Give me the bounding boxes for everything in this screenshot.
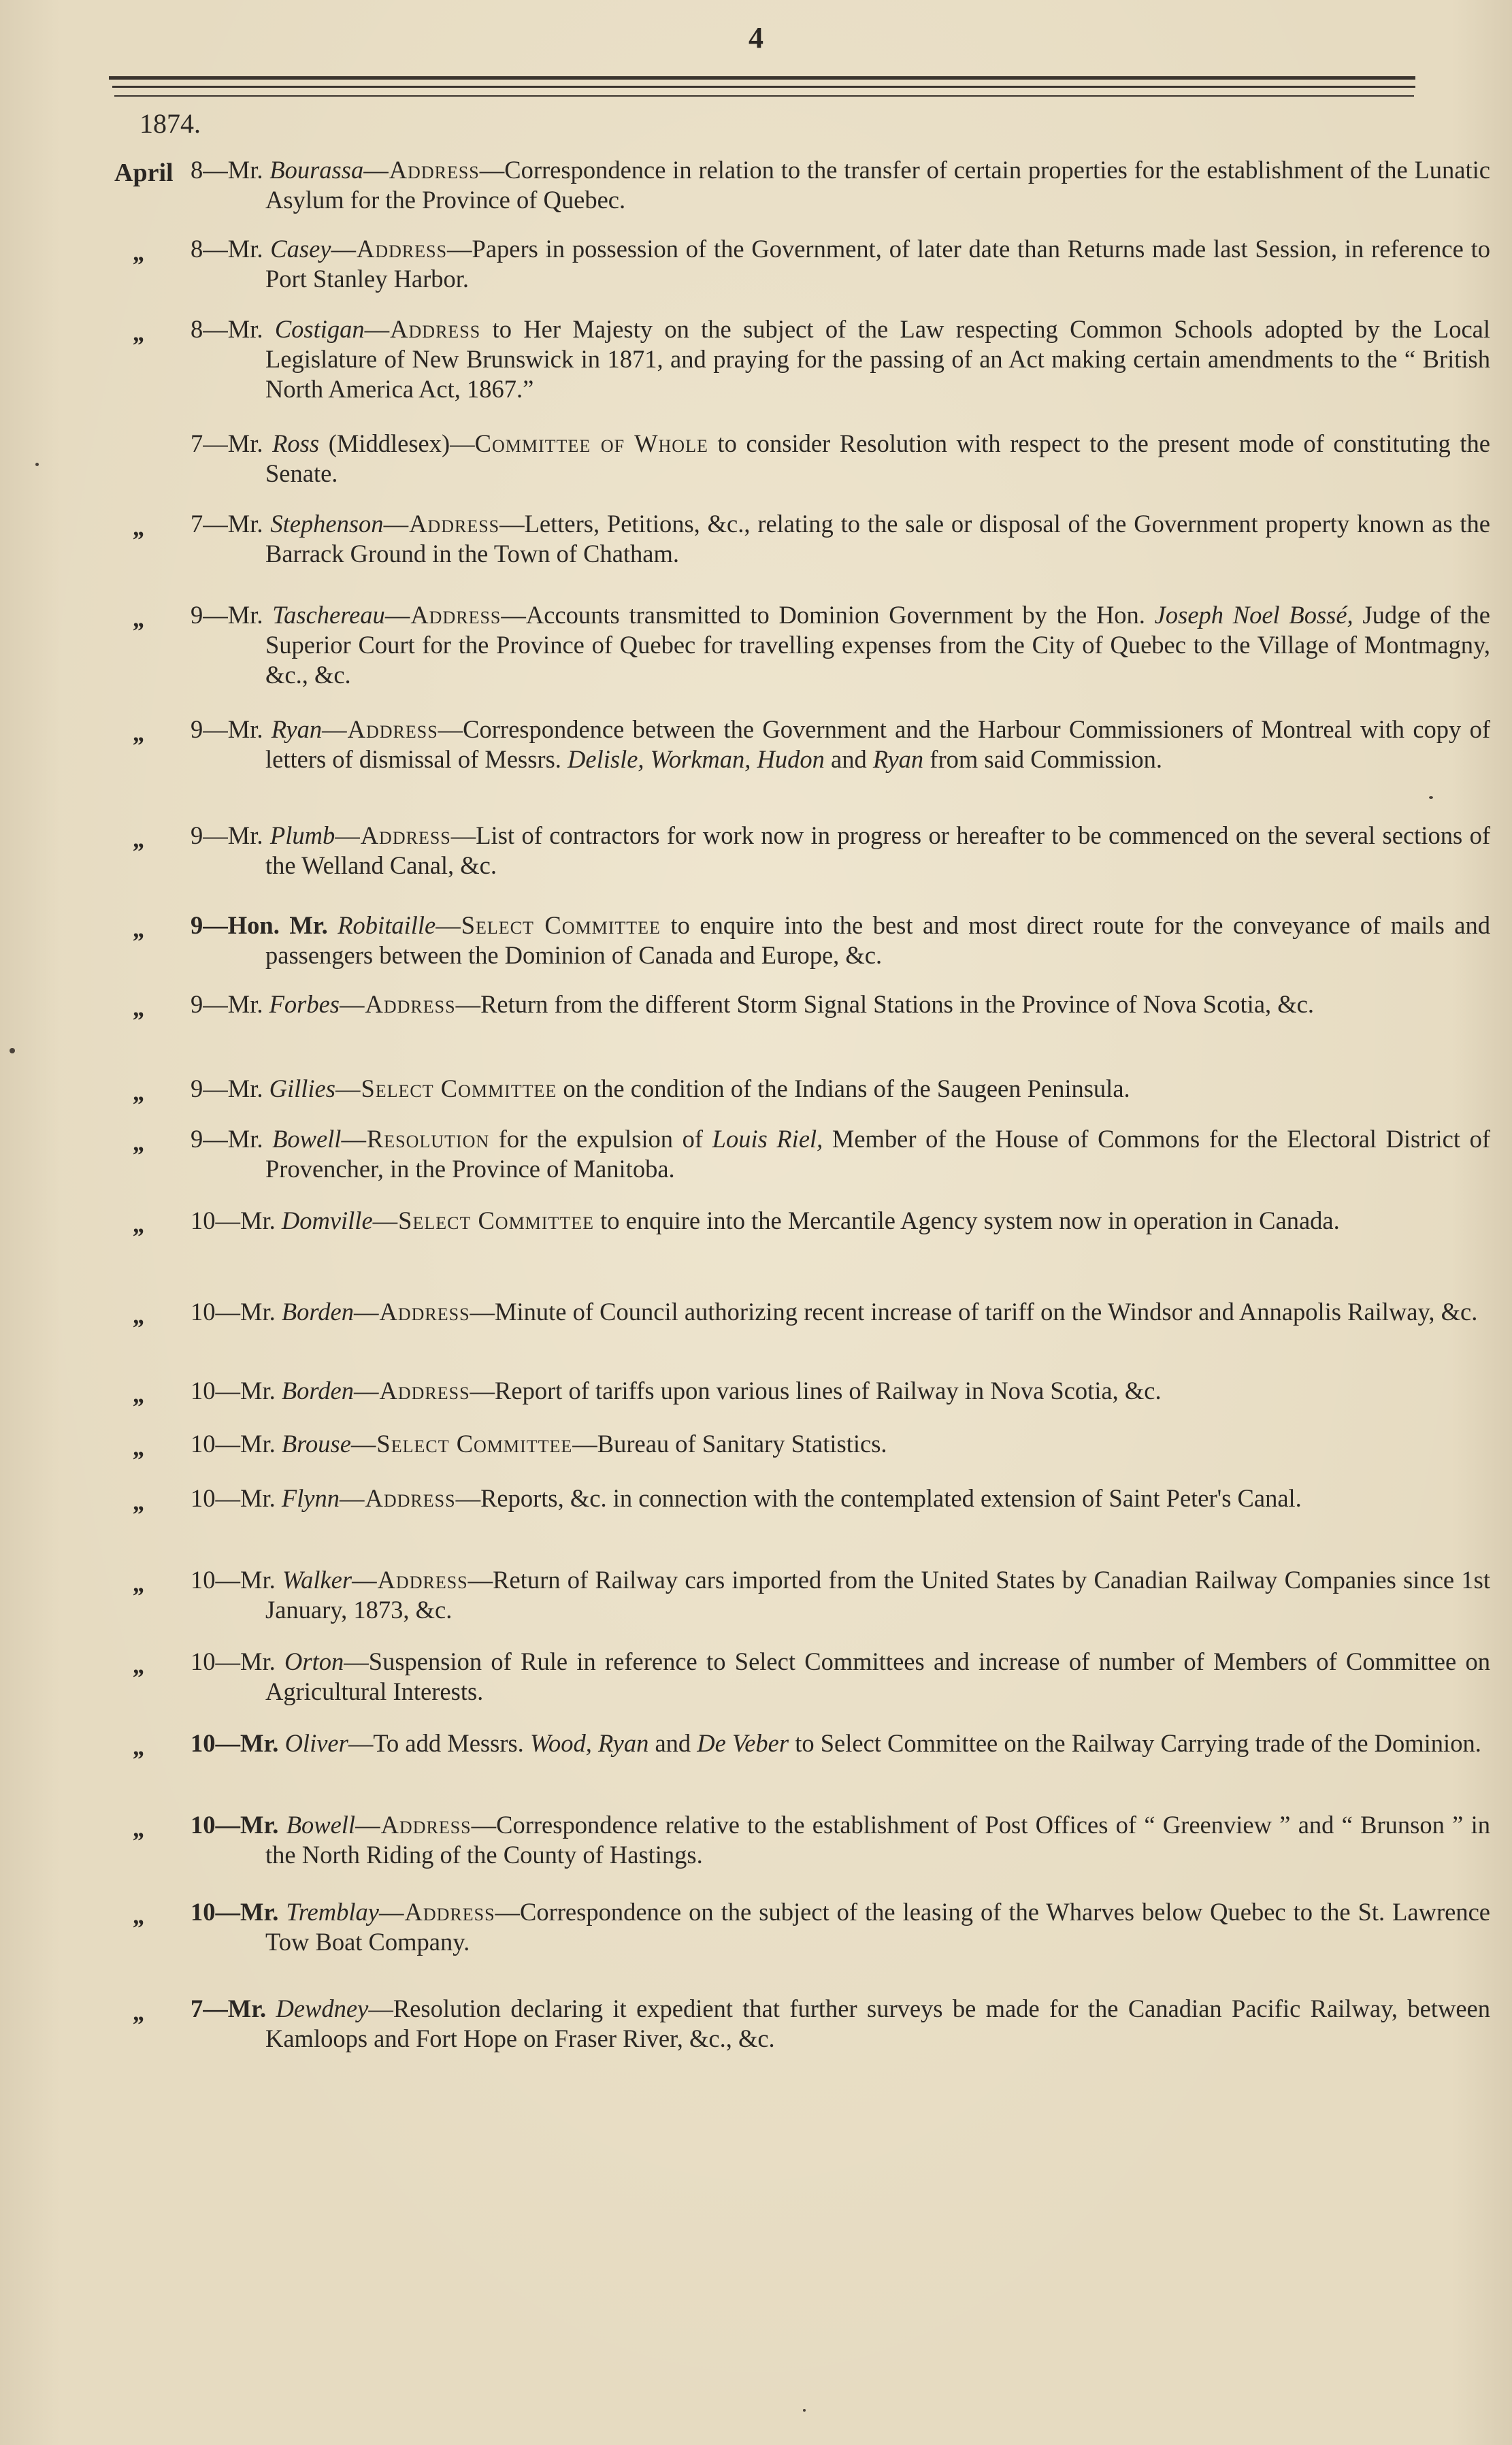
- entry-text: [191, 314, 1490, 404]
- entry-member-title: Mr.: [227, 990, 269, 1018]
- entry-day: 10: [191, 1430, 216, 1458]
- entry-day: 7: [191, 1995, 203, 2022]
- entry-subject: and: [648, 1729, 697, 1757]
- entry-member-title: Mr.: [227, 601, 273, 629]
- entry-kind: Committee of Whole: [474, 429, 708, 457]
- entry-text: [191, 989, 1490, 1019]
- entry-day: 9: [191, 715, 203, 743]
- journal-entry: [0, 1206, 1512, 1271]
- entry-day: 9: [191, 821, 203, 849]
- ditto-mark: „: [133, 1652, 146, 1679]
- entry-dash: —: [215, 1898, 240, 1926]
- journal-entry: [0, 715, 1512, 780]
- journal-entry: [0, 1483, 1512, 1549]
- entry-member-title: Mr.: [227, 235, 271, 263]
- page-number: 4: [749, 21, 763, 54]
- entry-dash: —: [215, 1811, 240, 1839]
- entry-mover: Bowell: [272, 1125, 342, 1153]
- ditto-mark: „: [133, 239, 146, 266]
- entry-member-title: Mr.: [240, 1566, 283, 1594]
- ditto-mark: „: [133, 1902, 146, 1929]
- entry-member-title: Mr.: [227, 315, 275, 343]
- journal-entry: [0, 821, 1512, 886]
- entry-text: [191, 600, 1490, 690]
- entry-member-title: Mr.: [227, 715, 272, 743]
- entry-subject: —Letters, Petitions, &c., relating to the sale or disposal of the Government property known as the Barrack Ground in the Town of Chatham.: [265, 510, 1490, 568]
- entry-member-title: Mr.: [240, 1898, 286, 1926]
- entry-subject-italic: Ryan: [872, 745, 924, 773]
- journal-entry: [0, 989, 1512, 1055]
- entry-day: 9: [191, 990, 203, 1018]
- entry-dash: —: [215, 1298, 240, 1326]
- entry-dash: —: [215, 1647, 240, 1675]
- entry-kind: —Select Committee: [350, 1430, 573, 1458]
- ditto-mark: „: [133, 1129, 146, 1156]
- journal-entry: [0, 1565, 1512, 1630]
- entry-subject: —Accounts transmitted to Dominion Government by the Hon.: [501, 601, 1155, 629]
- entry-kind: —Select Committee: [435, 911, 661, 939]
- entry-member-title: Mr.: [240, 1729, 285, 1757]
- journal-entry: [0, 1897, 1512, 1963]
- entry-mover: Robitaille: [338, 911, 436, 939]
- entry-mover: Bourassa: [269, 156, 364, 184]
- entry-member-title: Mr.: [240, 1377, 282, 1405]
- entry-mover: Domville: [281, 1207, 373, 1234]
- entry-dash: —: [203, 1125, 228, 1153]
- journal-entry: [0, 1994, 1512, 2059]
- entry-subject: Member of the House of Commons for the Electoral District of Provencher, in the Province of Manitoba.: [265, 1125, 1490, 1183]
- entry-day: 10: [191, 1566, 216, 1594]
- entry-subject-italic: De Veber: [697, 1729, 789, 1757]
- entry-kind: —Address: [384, 601, 502, 629]
- entry-dash: —: [203, 1995, 228, 2022]
- ditto-mark: „: [133, 1570, 146, 1597]
- ditto-mark: „: [133, 915, 146, 942]
- entry-subject: —Reports, &c. in connection with the contemplated extension of Saint Peter's Canal.: [455, 1484, 1302, 1512]
- ditto-mark: „: [133, 825, 146, 853]
- entry-dash: —: [203, 990, 228, 1018]
- entry-mover: Walker: [282, 1566, 352, 1594]
- entry-subject: —Return of Railway cars imported from the United States by Canadian Railway Companies since 1st January, 1873, &c.: [265, 1566, 1490, 1624]
- entry-day: 8: [191, 235, 203, 263]
- entry-subject-italic: Joseph Noel Bossé,: [1154, 601, 1353, 629]
- entry-subject: on the condition of the Indians of the Saugeen Peninsula.: [557, 1074, 1130, 1102]
- entry-subject: —Correspondence on the subject of the leasing of the Wharves below Quebec to the St. Lawrence Tow Boat Company.: [265, 1898, 1490, 1956]
- entry-subject: —To add Messrs.: [348, 1729, 530, 1757]
- entry-day: 10: [191, 1207, 216, 1234]
- journal-entry: [0, 1647, 1512, 1712]
- entry-subject-italic: Louis Riel,: [712, 1125, 823, 1153]
- header-rule: [114, 95, 1414, 97]
- ditto-mark: „: [133, 1434, 146, 1461]
- entry-subject: —Report of tariffs upon various lines of Railway in Nova Scotia, &c.: [470, 1377, 1162, 1405]
- entry-mover: Brouse: [281, 1430, 351, 1458]
- ditto-mark: „: [133, 719, 146, 746]
- entry-subject: and: [824, 745, 873, 773]
- entry-subject: to consider Resolution with respect to the present mode of constituting the Senate.: [265, 429, 1490, 487]
- entry-mover: Gillies: [269, 1074, 335, 1102]
- entry-mover: Casey: [270, 235, 331, 263]
- ink-speck: [10, 1048, 15, 1053]
- ditto-mark: „: [133, 1733, 146, 1760]
- entry-kind: —Address: [340, 990, 456, 1018]
- entry-day: 8: [191, 156, 203, 184]
- entry-member-title: Mr.: [240, 1811, 286, 1839]
- entry-mover: Tremblay: [286, 1898, 379, 1926]
- entry-mover: Plumb: [269, 821, 335, 849]
- entry-subject: —Correspondence relative to the establishment of Post Offices of “ Greenview ” and “ Brunson ” in the North Riding of the County of Hastings.: [265, 1811, 1490, 1869]
- entry-text: [191, 1810, 1490, 1870]
- entry-subject: to Select Committee on the Railway Carrying trade of the Dominion.: [789, 1729, 1481, 1757]
- entry-dash: —: [203, 315, 228, 343]
- entry-subject: to Her Majesty on the subject of the Law respecting Common Schools adopted by the Local Legislature of New Brunswick in 1871, and praying for the passing of an Act making certain amendments to the “ British North America Act, 1867.”: [265, 315, 1490, 403]
- entry-dash: —: [203, 1074, 228, 1102]
- entry-mover: Taschereau: [272, 601, 385, 629]
- entry-dash: —: [215, 1729, 240, 1757]
- entry-dash: —: [203, 601, 228, 629]
- entry-member-title: Mr.: [227, 821, 270, 849]
- entry-subject: —Suspension of Rule in reference to Select Committees and increase of number of Members of Committee on Agricultural Interests.: [265, 1647, 1490, 1705]
- entry-subject: —Papers in possession of the Government, of later date than Returns made last Session, in reference to Port Stanley Harbor.: [265, 235, 1490, 293]
- entry-day: 9: [191, 1125, 203, 1153]
- entry-member-title: Mr.: [240, 1430, 282, 1458]
- ditto-mark: „: [133, 1488, 146, 1515]
- entry-mover: Dewdney: [276, 1995, 369, 2022]
- entry-member-title: Mr.: [227, 1125, 273, 1153]
- entry-subject: —Return from the different Storm Signal Stations in the Province of Nova Scotia, &c.: [455, 990, 1314, 1018]
- entry-dash: —: [215, 1566, 240, 1594]
- entry-dash: —: [215, 1484, 240, 1512]
- entry-day: 9: [191, 1074, 203, 1102]
- entry-dash: —: [215, 1207, 240, 1234]
- ditto-mark: „: [133, 514, 146, 541]
- entry-text: [191, 155, 1490, 215]
- entry-text: [191, 429, 1490, 489]
- entry-dash: —: [203, 510, 228, 538]
- entry-dash: —: [203, 821, 228, 849]
- journal-entry: [0, 234, 1512, 299]
- entry-subject: —Minute of Council authorizing recent increase of tariff on the Windsor and Annapolis Railway, &c.: [470, 1298, 1478, 1326]
- entry-mover: Bowell: [286, 1811, 356, 1839]
- header-rule: [112, 86, 1415, 88]
- entry-day: 10: [191, 1484, 216, 1512]
- ditto-mark: „: [133, 1302, 146, 1329]
- entry-member-title: Mr.: [240, 1207, 282, 1234]
- entry-mover: Borden: [281, 1298, 354, 1326]
- entry-member-title: Hon. Mr.: [227, 911, 338, 939]
- entry-dash: —: [215, 1430, 240, 1458]
- entry-day: 10: [191, 1647, 216, 1675]
- entry-subject: —List of contractors for work now in progress or hereafter to be commenced on the several sections of the Welland Canal, &c.: [265, 821, 1490, 879]
- ditto-mark: „: [133, 1211, 146, 1238]
- entry-text: [191, 1897, 1490, 1957]
- entry-subject: —Correspondence between the Government and the Harbour Commissioners of Montreal with copy of letters of dismissal of Messrs.: [265, 715, 1490, 773]
- entry-kind: —Resolution: [341, 1125, 490, 1153]
- entry-text: [191, 509, 1490, 569]
- entry-text: [191, 1565, 1490, 1625]
- ditto-mark: „: [133, 319, 146, 346]
- ditto-mark: „: [133, 1079, 146, 1106]
- entry-kind: —Address: [352, 1566, 468, 1594]
- entry-text: [191, 910, 1490, 970]
- entry-subject: Judge of the Superior Court for the Province of Quebec for travelling expenses from the City of Quebec to the Village of Montmagny, &c., &c.: [265, 601, 1491, 689]
- ink-speck: [803, 2409, 806, 2412]
- ditto-mark: „: [133, 1999, 146, 2026]
- entry-subject: for the expulsion of: [489, 1125, 712, 1153]
- header-rule: [109, 76, 1415, 80]
- entry-day: 9: [191, 601, 203, 629]
- entry-subject: from said Commission.: [923, 745, 1162, 773]
- entry-text: [191, 1074, 1490, 1104]
- entry-kind: —Address: [383, 510, 500, 538]
- entry-text: [191, 1124, 1490, 1184]
- entry-kind: —Address: [331, 235, 448, 263]
- ink-speck: [35, 463, 39, 466]
- entry-kind: —Address: [335, 821, 451, 849]
- entry-text: [191, 1297, 1490, 1327]
- entry-mover: Ross: [272, 429, 320, 457]
- entry-subject: to enquire into the best and most direct route for the conveyance of mails and passengers between the Dominion of Canada and Europe, &c.: [265, 911, 1490, 969]
- entry-constituency: (Middlesex)—: [319, 429, 475, 457]
- entry-mover: Oliver: [284, 1729, 348, 1757]
- entry-dash: —: [203, 715, 228, 743]
- entry-kind: —Address: [353, 1298, 470, 1326]
- entry-month: April: [114, 159, 174, 187]
- journal-entry: [0, 1124, 1512, 1189]
- entry-day: 10: [191, 1898, 216, 1926]
- entry-dash: —: [203, 429, 228, 457]
- entry-text: [191, 1647, 1490, 1707]
- entry-day: 10: [191, 1298, 216, 1326]
- ditto-mark: „: [133, 1815, 146, 1842]
- entry-day: 10: [191, 1377, 216, 1405]
- entry-member-title: Mr.: [227, 156, 270, 184]
- journal-entry: [0, 314, 1512, 404]
- entry-text: [191, 715, 1490, 774]
- entry-text: [191, 821, 1490, 881]
- entry-kind: —Address: [355, 1811, 472, 1839]
- entry-subject: —Resolution declaring it expedient that further surveys be made for the Canadian Pacific Railway, between Kamloops and Fort Hope on Fraser River, &c., &c.: [265, 1995, 1490, 2052]
- entry-day: 8: [191, 315, 203, 343]
- entry-text: [191, 1376, 1490, 1406]
- entry-dash: —: [203, 911, 228, 939]
- entry-mover: Stephenson: [270, 510, 384, 538]
- entry-day: 7: [191, 429, 203, 457]
- entry-member-title: Mr.: [227, 1995, 276, 2022]
- entry-subject-italic: Wood, Ryan: [529, 1729, 649, 1757]
- entry-subject: —Bureau of Sanitary Statistics.: [572, 1430, 887, 1458]
- entry-text: [191, 234, 1490, 294]
- entry-kind: —Address: [363, 156, 480, 184]
- ditto-mark: „: [133, 1381, 146, 1408]
- entry-day: 9: [191, 911, 203, 939]
- entry-day: 10: [191, 1729, 216, 1757]
- entry-member-title: Mr.: [240, 1647, 285, 1675]
- ditto-mark: „: [133, 994, 146, 1021]
- entry-text: [191, 1728, 1490, 1758]
- entry-kind: —Select Committee: [372, 1207, 594, 1234]
- entry-kind: —Select Committee: [335, 1074, 557, 1102]
- entry-kind: —Address: [364, 315, 481, 343]
- entry-kind: —Address: [378, 1898, 495, 1926]
- year-heading: 1874.: [139, 108, 201, 139]
- journal-entry: [0, 429, 1512, 494]
- entry-subject: to enquire into the Mercantile Agency system now in operation in Canada.: [594, 1207, 1340, 1234]
- entry-subject-italic: Delisle, Workman, Hudon: [568, 745, 825, 773]
- entry-member-title: Mr.: [240, 1484, 282, 1512]
- entry-dash: —: [203, 156, 228, 184]
- entry-member-title: Mr.: [240, 1298, 282, 1326]
- journal-entry: [0, 1297, 1512, 1362]
- entry-mover: Borden: [281, 1377, 354, 1405]
- entry-text: [191, 1206, 1490, 1236]
- entry-mover: Orton: [284, 1647, 344, 1675]
- entry-member-title: Mr.: [227, 1074, 269, 1102]
- entry-day: 10: [191, 1811, 216, 1839]
- entry-kind: —Address: [340, 1484, 456, 1512]
- entry-kind: —Address: [322, 715, 438, 743]
- journal-entry: [0, 509, 1512, 574]
- journal-entry: [0, 1810, 1512, 1875]
- entry-day: 7: [191, 510, 203, 538]
- journal-entry: [0, 600, 1512, 690]
- entry-kind: —Address: [353, 1377, 470, 1405]
- entry-member-title: Mr.: [227, 429, 273, 457]
- entry-mover: Forbes: [269, 990, 340, 1018]
- journal-entry: [0, 1728, 1512, 1794]
- entry-member-title: Mr.: [227, 510, 271, 538]
- entry-dash: —: [203, 235, 228, 263]
- ditto-mark: „: [133, 605, 146, 632]
- entry-subject: —Correspondence in relation to the transfer of certain properties for the establishment of the Lunatic Asylum for the Province of Quebec.: [265, 156, 1490, 214]
- entry-text: [191, 1429, 1490, 1459]
- entry-mover: Flynn: [281, 1484, 340, 1512]
- entry-mover: Costigan: [274, 315, 365, 343]
- ink-speck: [1429, 796, 1433, 799]
- entry-text: [191, 1483, 1490, 1513]
- entry-text: [191, 1994, 1490, 2054]
- entry-dash: —: [215, 1377, 240, 1405]
- journal-entry: [0, 155, 1512, 220]
- journal-entry: [0, 910, 1512, 976]
- entry-mover: Ryan: [271, 715, 323, 743]
